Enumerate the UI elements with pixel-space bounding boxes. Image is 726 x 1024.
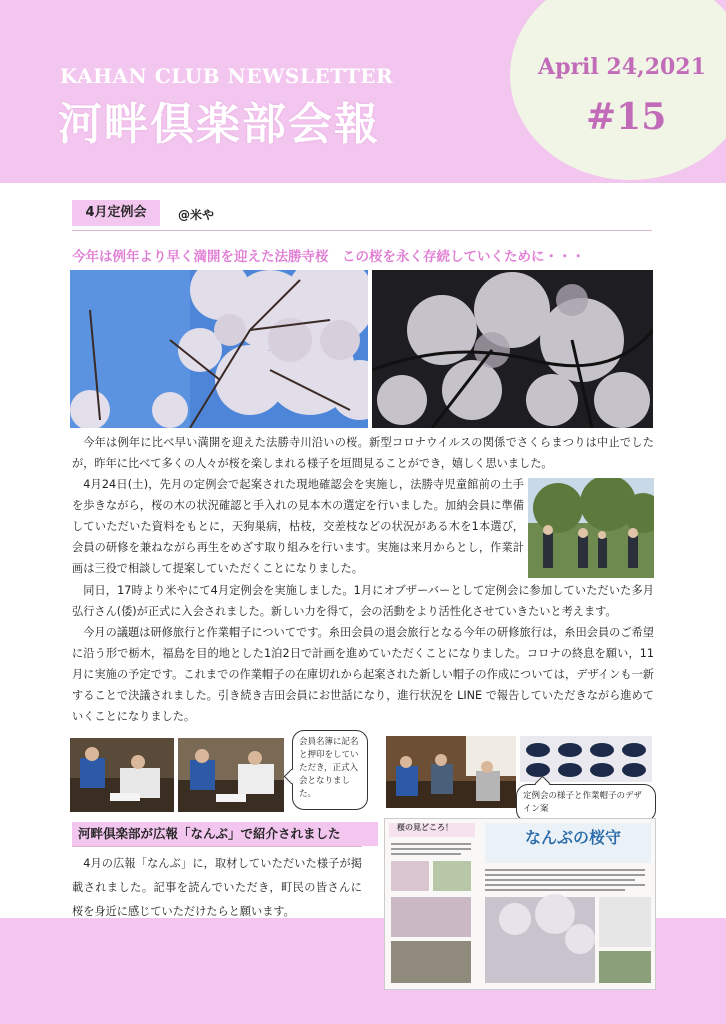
cherry-blossom-photo-night	[372, 270, 653, 428]
section2-body: 4月の広報「なんぶ」に，取材していただいた様子が掲載されました。記事を読んでいただき，町民の皆さんに桜を身近に感じていただけたらと願います。	[72, 857, 362, 918]
speech-bubble-text: 会員名簿に記名と押印をしていただき，正式入会となりました。	[299, 737, 359, 799]
magazine-clipping	[384, 818, 656, 990]
issue-number: #15	[586, 96, 667, 138]
cherry-blossom-photo-day	[70, 270, 368, 428]
header-decoration	[510, 0, 726, 180]
meeting-photo-2	[178, 738, 284, 812]
speech-bubble-caps	[516, 784, 656, 822]
section-tag: 4月定例会	[72, 200, 160, 226]
newsletter-title: 河畔倶楽部会報	[58, 99, 380, 150]
section-divider	[72, 230, 652, 231]
section2-title: 河畔倶楽部が広報「なんぶ」で紹介されました	[72, 822, 378, 846]
paragraph-1: 今年は例年に比べ早い満開を迎えた法勝寺川沿いの桜。新型コロナウイルスの関係でさくらまつりは中止でしたが，昨年に比べて多くの人々が桜を楽しまれる様子を垣間見ることができ，嬉しく思いました。	[72, 436, 654, 470]
meeting-photo-3	[386, 736, 516, 808]
paragraph-3: 同日，17時より米やにて4月定例会を実施しました。1月にオブザーバーとして定例会に参加していただいた多月弘行さん(倭)が正式に入会されました。新しい力を得て，会の活動をより活性化させていきたいと考えます。	[72, 584, 654, 618]
article-paragraph	[72, 432, 654, 474]
site-inspection-photo	[528, 478, 654, 578]
article-paragraph	[72, 474, 524, 579]
section-author: @米や	[178, 208, 215, 222]
section2-divider	[72, 846, 362, 847]
speech-bubble-membership	[292, 730, 368, 810]
newsletter-subtitle: KAHAN CLUB NEWSLETTER	[60, 64, 394, 88]
magazine-title: なんぶの桜守	[525, 828, 622, 847]
paragraph-4: 今月の議題は研修旅行と作業帽子についてです。糸田会員の退会旅行となる今年の研修旅行は，糸田会員のご希望に沿う形で栃木，福島を目的地とした1泊2日で計画を進めていただくことになりました。コロナの終息を願い，11月に実施の予定です。これまでの作業帽子の在庫切れから起案された新しい帽子の作成については，デザインも一新することで決議されました。引き続き吉田会員にお世話になり，進行状況を LINE で報告していただきながら進めていくことになりました。	[72, 626, 654, 723]
article-headline: 今年は例年より早く満開を迎えた法勝寺桜 この桜を永く存続していくために・・・	[72, 249, 585, 265]
magazine-banner: 桜の見どころ！	[397, 823, 453, 832]
section2-paragraph	[72, 852, 362, 924]
newsletter-header	[0, 0, 726, 183]
article-paragraph	[72, 580, 654, 727]
work-cap-design-photo	[520, 736, 652, 782]
issue-date: April 24,2021	[538, 54, 706, 80]
meeting-photo-1	[70, 738, 174, 812]
speech-bubble-text: 定例会の様子と作業帽子のデザイン案	[523, 791, 643, 814]
paragraph-2: 4月24日(土)，先月の定例会で起案された現地確認会を実施し，法勝寺児童館前の土手を歩きながら，桜の木の状況確認と手入れの見本木の選定を行いました。加納会員に準備していただいた資料をもとに，天狗巣病，枯枝，交差枝などの状況がある木を1本選び，会員の研修を兼ねながら再生をめざす取り組みを行います。実施は来月からとし，作業計画は三役で相談して提案していただくことになりました。	[72, 478, 524, 575]
